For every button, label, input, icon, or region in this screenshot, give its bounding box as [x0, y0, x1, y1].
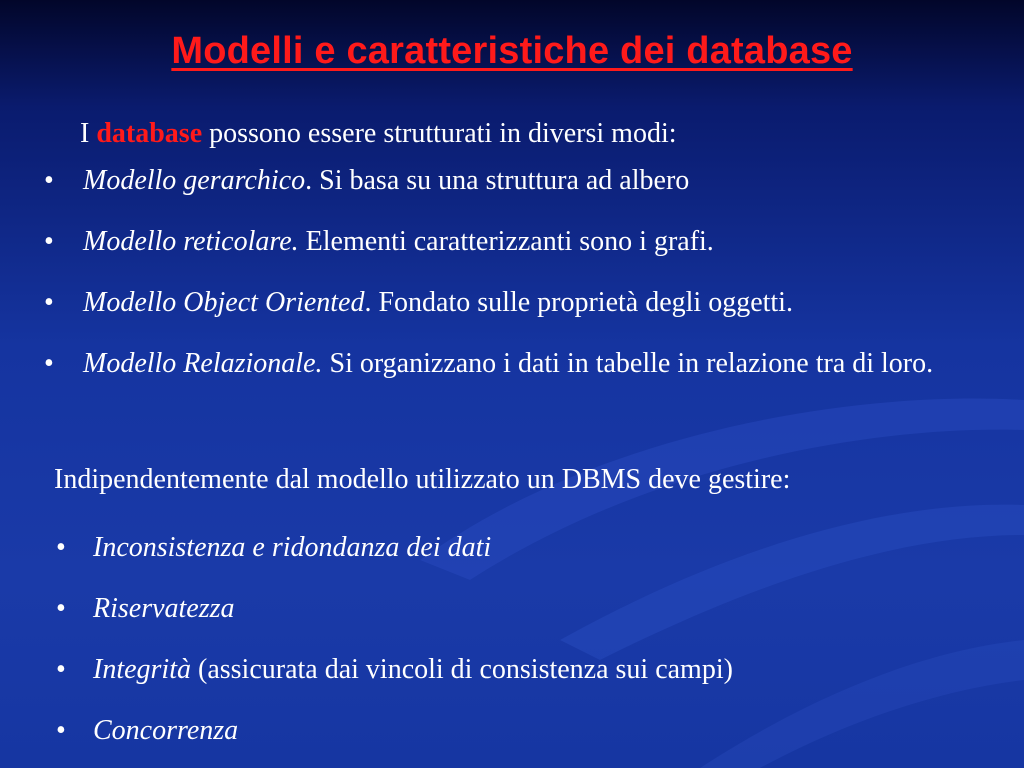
- feature-name: Riservatezza: [93, 593, 235, 624]
- list-item-feature-integrity: [56, 650, 733, 690]
- model-name: Modello Object Oriented: [83, 287, 365, 318]
- intro-highlight-database: database: [96, 118, 203, 149]
- intro-sentence: [80, 114, 677, 154]
- bullet-icon: •: [44, 348, 54, 379]
- list-item-model-relational: [44, 343, 962, 385]
- bullet-icon: •: [44, 165, 54, 196]
- list-item-model-object-oriented: [44, 282, 962, 324]
- database-models-list: [44, 160, 962, 385]
- list-item-feature-consistency: [56, 528, 733, 568]
- bullet-icon: •: [44, 287, 54, 318]
- feature-name: Integrità: [93, 654, 191, 685]
- dbms-features-list: [56, 528, 733, 751]
- model-description: Elementi caratterizzanti sono i grafi.: [298, 226, 714, 257]
- model-description: Si organizzano i dati in tabelle in relazione tra di loro.: [322, 348, 934, 379]
- model-description: . Si basa su una struttura ad albero: [305, 165, 690, 196]
- feature-description: (assicurata dai vincoli di consistenza sui campi): [191, 654, 733, 685]
- model-name: Modello gerarchico: [83, 165, 306, 196]
- bullet-icon: •: [56, 654, 66, 685]
- list-item-model-hierarchical: [44, 160, 962, 202]
- bullet-icon: •: [56, 593, 66, 624]
- model-name: Modello Relazionale.: [83, 348, 323, 379]
- dbms-intro-sentence: Indipendentemente dal modello utilizzato un DBMS deve gestire:: [54, 464, 791, 495]
- feature-name: Inconsistenza e ridondanza dei dati: [93, 532, 492, 563]
- intro-prefix: I: [80, 118, 90, 149]
- bullet-icon: •: [56, 532, 66, 563]
- intro-suffix: possono essere strutturati in diversi modi:: [209, 118, 677, 149]
- slide-title: Modelli e caratteristiche dei database: [171, 30, 853, 72]
- model-description: . Fondato sulle proprietà degli oggetti.: [364, 287, 793, 318]
- feature-name: Concorrenza: [93, 715, 239, 746]
- model-name: Modello reticolare.: [83, 226, 299, 257]
- list-item-feature-privacy: [56, 589, 733, 629]
- list-item-feature-concurrency: [56, 711, 733, 751]
- list-item-model-network: [44, 221, 962, 263]
- bullet-icon: •: [44, 226, 54, 257]
- bullet-icon: •: [56, 715, 66, 746]
